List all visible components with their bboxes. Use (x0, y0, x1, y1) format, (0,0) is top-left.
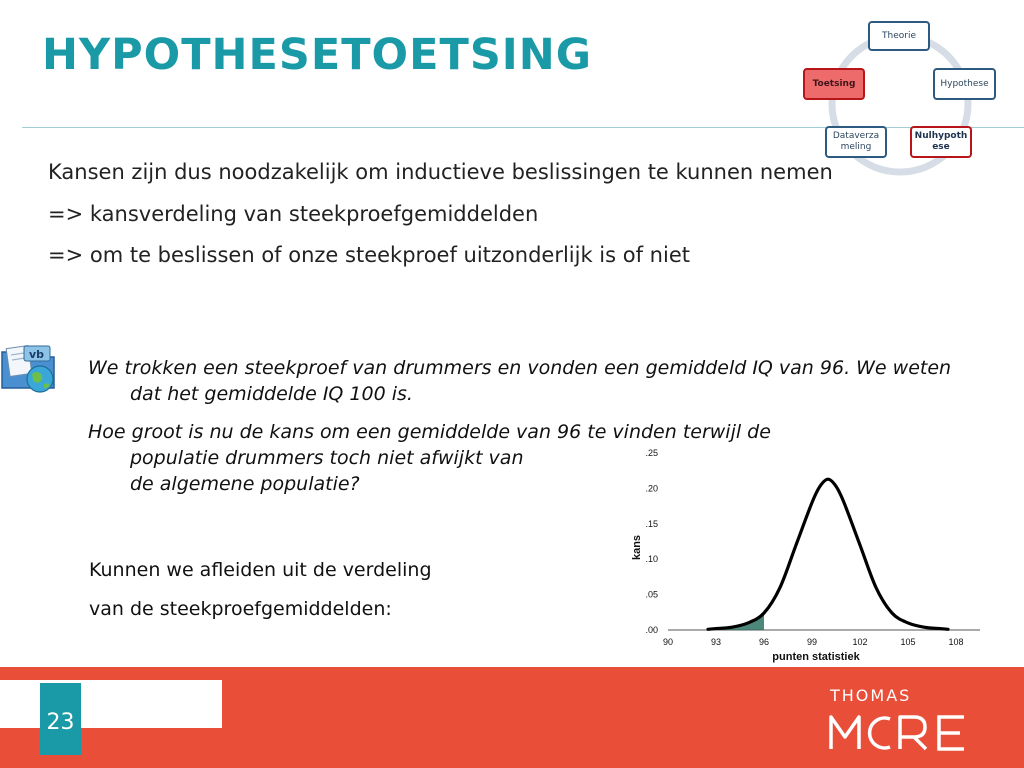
footer-white-block (0, 680, 222, 728)
cycle-item-nulhypothese: Nulhypothese (910, 126, 972, 158)
x-tick-label: 108 (948, 637, 964, 647)
distribution-question (89, 556, 432, 634)
x-tick-label: 102 (852, 637, 868, 647)
logo-thomas-text: THOMAS (830, 686, 912, 705)
logo-more-wordmark (828, 705, 978, 757)
example-question-line: populatie drummers toch niet afwijkt van (130, 447, 524, 469)
x-tick-label: 105 (900, 637, 916, 647)
example-question-line: Hoe groot is nu de kans om een gemiddelde van 96 te vinden terwijl de (88, 421, 771, 443)
y-tick-label: .05 (645, 589, 658, 600)
example-paragraph: We trokken een steekproef van drummers en vonden een gemiddeld IQ van 96. We weten dat het gemiddelde IQ 100 is. (88, 357, 952, 405)
vb-folder-globe-icon (0, 338, 62, 396)
slide-title: HYPOTHESETOETSING (42, 30, 593, 80)
svg-text:vb: vb (29, 348, 45, 361)
thomas-more-logo (828, 686, 978, 761)
page-number: 23 (40, 683, 81, 755)
x-tick-label: 96 (758, 637, 770, 647)
y-tick-label: .00 (645, 625, 658, 635)
y-tick-label: .15 (645, 518, 658, 529)
x-axis-label: punten statistiek (772, 651, 860, 663)
x-tick-label: 99 (806, 637, 818, 647)
y-axis-label: kans (631, 534, 643, 561)
question-line: Kunnen we afleiden uit de verdeling (89, 559, 432, 581)
x-tick-label: 90 (662, 637, 674, 647)
bullet-item: => om te beslissen of onze steekproef uitzonderlijk is of niet (48, 243, 690, 267)
cycle-item-theorie: Theorie (868, 21, 930, 51)
bullet-item: Kansen zijn dus noodzakelijk om inductieve beslissingen te kunnen nemen (48, 160, 833, 184)
distribution-curve (708, 479, 948, 629)
cycle-item-toetsing-active: Toetsing (803, 68, 865, 100)
bullet-item: => kansverdeling van steekproefgemiddelden (48, 202, 539, 226)
bullet-list (48, 158, 928, 282)
y-tick-label: .20 (645, 483, 658, 494)
question-line: van de steekproefgemiddelden: (89, 598, 392, 620)
example-question-line: de algemene populatie? (130, 473, 360, 495)
y-tick-label: .10 (645, 554, 658, 565)
cycle-item-hypothese: Hypothese (933, 68, 996, 100)
sampling-distribution-chart (620, 446, 990, 670)
x-tick-label: 93 (710, 637, 722, 647)
y-tick-label: .25 (645, 448, 658, 458)
cycle-item-dataverzameling: Dataverzameling (825, 126, 887, 158)
